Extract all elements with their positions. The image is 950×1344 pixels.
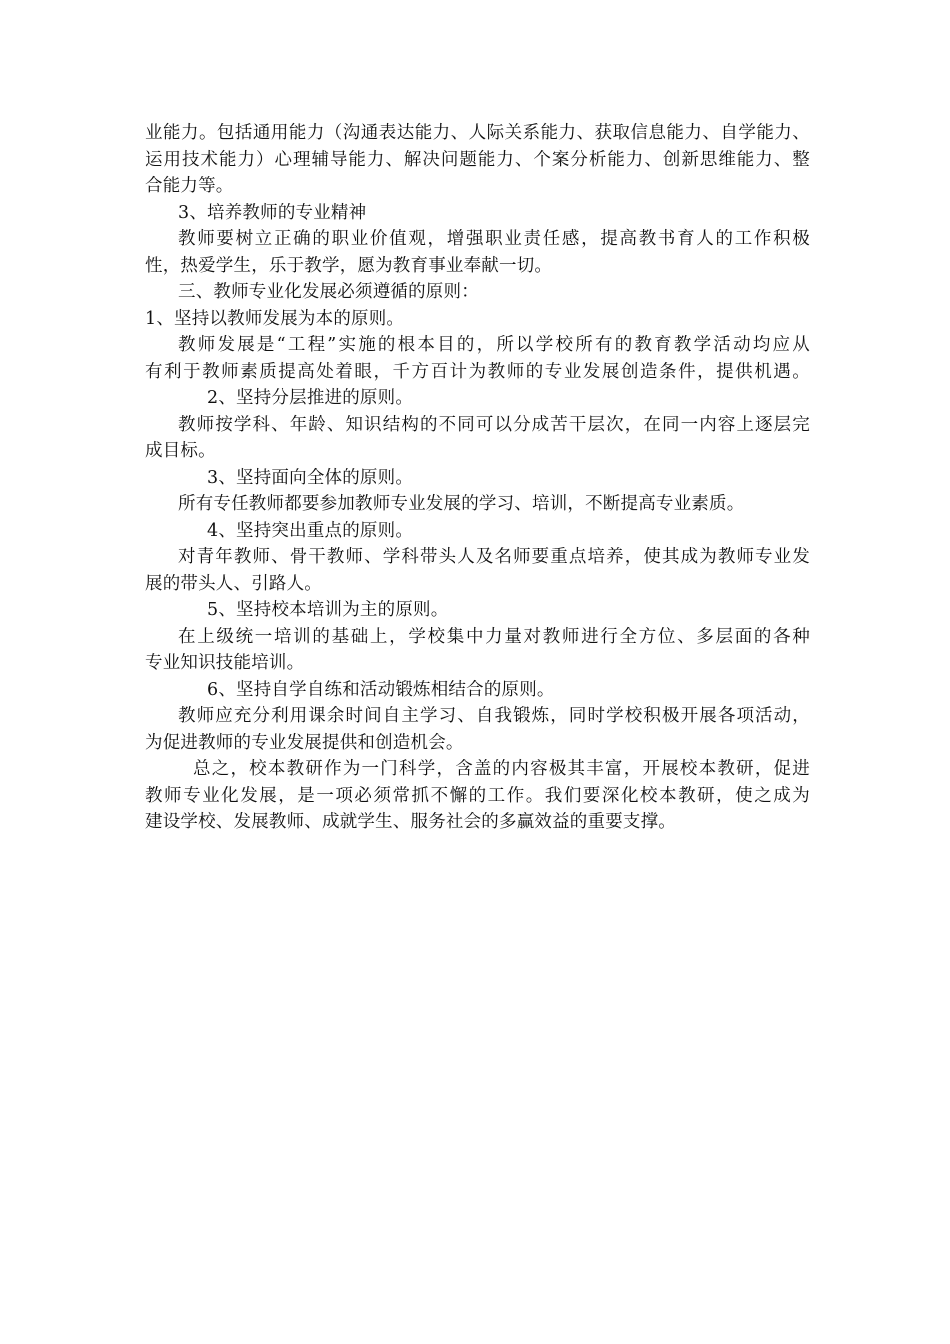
paragraph-line: 教师要树立正确的职业价值观，增强职业责任感，提高教书育人的工作积极 [178, 229, 810, 249]
principle-heading: 1、坚持以教师发展为本的原则。 [145, 308, 405, 329]
section-heading: 三、教师专业化发展必须遵循的原则： [178, 282, 479, 302]
principle-heading: 5、坚持校本培训为主的原则。 [207, 600, 449, 620]
paragraph-line: 成目标。 [145, 441, 216, 461]
section-heading: 3、培养教师的专业精神 [178, 202, 367, 223]
paragraph-line: 对青年教师、骨干教师、学科带头人及名师要重点培养，使其成为教师专业发 [178, 547, 810, 567]
paragraph-line: 为促进教师的专业发展提供和创造机会。 [145, 732, 464, 753]
principle-heading: 2、坚持分层推进的原则。 [207, 388, 414, 408]
paragraph-line: 运用技术能力）心理辅导能力、解决问题能力、个案分析能力、创新思维能力、整 [145, 149, 810, 170]
paragraph-line: 教师按学科、年龄、知识结构的不同可以分成苦干层次，在同一内容上逐层完 [178, 414, 810, 435]
paragraph-line: 业能力。包括通用能力（沟通表达能力、人际关系能力、获取信息能力、自学能力、 [145, 123, 810, 143]
paragraph-line: 合能力等。 [145, 176, 234, 196]
paragraph-line: 性，热爱学生，乐于教学，愿为教育事业奉献一切。 [145, 255, 553, 276]
paragraph-line: 所有专任教师都要参加教师专业发展的学习、培训，不断提高专业素质。 [178, 494, 745, 514]
principle-heading: 4、坚持突出重点的原则。 [207, 520, 414, 541]
conclusion-line: 总之，校本教研作为一门科学，含盖的内容极其丰富，开展校本教研，促进 [193, 759, 810, 779]
paragraph-line: 有利于教师素质提高处着眼，千方百计为教师的专业发展创造条件，提供机遇。 [145, 361, 810, 382]
paragraph-line: 教师应充分利用课余时间自主学习、自我锻炼，同时学校积极开展各项活动， [178, 706, 810, 726]
principle-heading: 6、坚持自学自练和活动锻炼相结合的原则。 [207, 679, 555, 700]
paragraph-line: 教师发展是“工程”实施的根本目的，所以学校所有的教育教学活动均应从 [178, 335, 810, 355]
principle-heading: 3、坚持面向全体的原则。 [207, 467, 414, 488]
paragraph-line: 在上级统一培训的基础上，学校集中力量对教师进行全方位、多层面的各种 [178, 626, 810, 647]
paragraph-line: 展的带头人、引路人。 [145, 573, 322, 594]
conclusion-line: 建设学校、发展教师、成就学生、服务社会的多赢效益的重要支撑。 [145, 812, 676, 832]
conclusion-line: 教师专业化发展，是一项必须常抓不懈的工作。我们要深化校本教研，使之成为 [145, 785, 810, 806]
paragraph-line: 专业知识技能培训。 [145, 653, 305, 673]
document-body [145, 120, 810, 836]
